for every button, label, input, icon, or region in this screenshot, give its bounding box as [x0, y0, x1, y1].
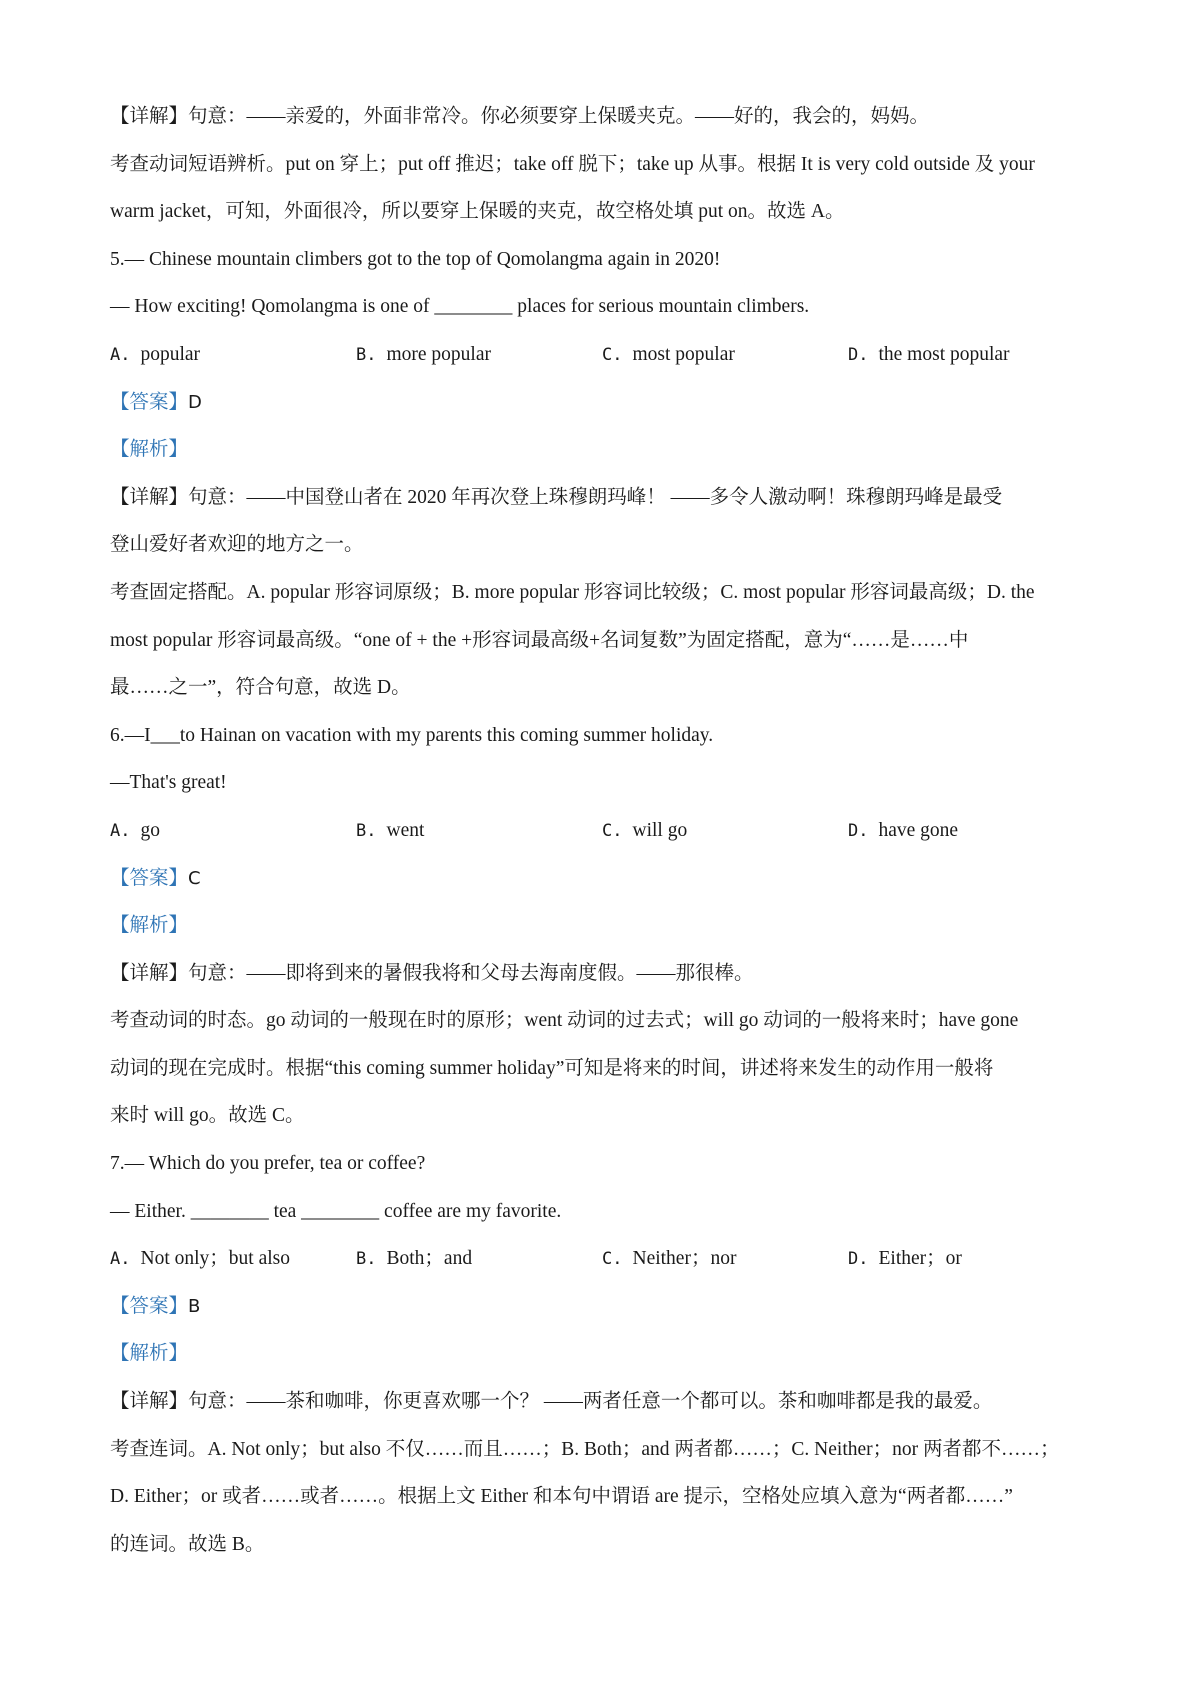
- q5-stem-line-2: — How exciting! Qomolangma is one of ________ places for serious mountain climbers.: [110, 296, 810, 318]
- q7-stem-line-2: — Either. ________ tea ________ coffee are my favorite.: [110, 1200, 562, 1222]
- q7-analysis-label: 【解析】: [110, 1343, 189, 1365]
- q4-analysis-line-1: 考查动词短语辨析。put on 穿上；put off 推迟；take off 脱下；take up 从事。根据 It is very cold outside 及 your: [110, 153, 1035, 175]
- q7-options: [110, 1235, 1100, 1283]
- q6-stem-line-1: 6.—I___to Hainan on vacation with my parents this coming summer holiday.: [110, 724, 714, 746]
- q5-option-a: A. popular: [110, 343, 201, 365]
- q5-analysis-line-3: 最……之一”，符合句意，故选 D。: [110, 677, 411, 699]
- q6-options: [110, 807, 1100, 855]
- q6-analysis-line-2: 动词的现在完成时。根据“this coming summer holiday”可知是将来的时间，讲述将来发生的动作用一般将: [110, 1057, 994, 1079]
- q6-answer: 【答案】C: [110, 867, 201, 889]
- q7-detail-line-1: 【详解】句意：——茶和咖啡，你更喜欢哪一个？ ——两者任意一个都可以。茶和咖啡都是我的最爱。: [110, 1391, 993, 1413]
- q7-analysis-line-2: D. Either；or 或者……或者……。根据上文 Either 和本句中谓语 are 提示，空格处应填入意为“两者都……”: [110, 1486, 1013, 1508]
- q6-analysis-line-3: 来时 will go。故选 C。: [110, 1105, 305, 1127]
- q5-detail-line-2: 登山爱好者欢迎的地方之一。: [110, 534, 364, 556]
- q5-option-c: C. most popular: [602, 343, 735, 365]
- q5-options: [110, 331, 1100, 379]
- q7-option-c: C. Neither；nor: [602, 1248, 737, 1270]
- q7-answer: 【答案】B: [110, 1295, 201, 1317]
- q6-analysis-label: 【解析】: [110, 915, 189, 937]
- q7-option-d: D. Either；or: [848, 1248, 962, 1270]
- q5-analysis-line-2: most popular 形容词最高级。“one of + the +形容词最高级+名词复数”为固定搭配，意为“……是……中: [110, 629, 969, 651]
- q7-analysis-line-3: 的连词。故选 B。: [110, 1533, 265, 1555]
- q6-stem-line-2: —That's great!: [110, 772, 227, 794]
- q5-analysis-line-1: 考查固定搭配。A. popular 形容词原级；B. more popular 形容词比较级；C. most popular 形容词最高级；D. the: [110, 581, 1035, 603]
- q5-detail-line-1: 【详解】句意：——中国登山者在 2020 年再次登上珠穆朗玛峰！ ——多令人激动啊！珠穆朗玛峰是最受: [110, 486, 1003, 508]
- document-page: [110, 93, 1100, 1568]
- q7-analysis-line-1: 考查连词。A. Not only；but also 不仅……而且……；B. Both；and 两者都……；C. Neither；nor 两者都不……；: [110, 1438, 1060, 1460]
- q5-option-b: B. more popular: [356, 343, 491, 365]
- q6-option-d: D. have gone: [848, 819, 959, 841]
- q6-option-b: B. went: [356, 819, 425, 841]
- q5-analysis-label: 【解析】: [110, 439, 189, 461]
- q7-stem-line-1: 7.— Which do you prefer, tea or coffee?: [110, 1153, 426, 1175]
- q6-detail-line-1: 【详解】句意：——即将到来的暑假我将和父母去海南度假。——那很棒。: [110, 962, 754, 984]
- q4-analysis-line-2: warm jacket，可知，外面很冷，所以要穿上保暖的夹克，故空格处填 put on。故选 A。: [110, 201, 845, 223]
- q6-analysis-line-1: 考查动词的时态。go 动词的一般现在时的原形；went 动词的过去式；will go 动词的一般将来时；have gone: [110, 1010, 1019, 1032]
- q6-option-c: C. will go: [602, 819, 688, 841]
- q5-option-d: D. the most popular: [848, 343, 1010, 365]
- q5-answer: 【答案】D: [110, 391, 202, 413]
- q7-option-b: B. Both；and: [356, 1248, 473, 1270]
- q4-detail: 【详解】句意：——亲爱的，外面非常冷。你必须要穿上保暖夹克。——好的，我会的，妈妈。: [110, 106, 930, 127]
- q6-option-a: A. go: [110, 819, 160, 841]
- q7-option-a: A. Not only；but also: [110, 1248, 290, 1270]
- q5-stem-line-1: 5.— Chinese mountain climbers got to the top of Qomolangma again in 2020!: [110, 248, 721, 270]
